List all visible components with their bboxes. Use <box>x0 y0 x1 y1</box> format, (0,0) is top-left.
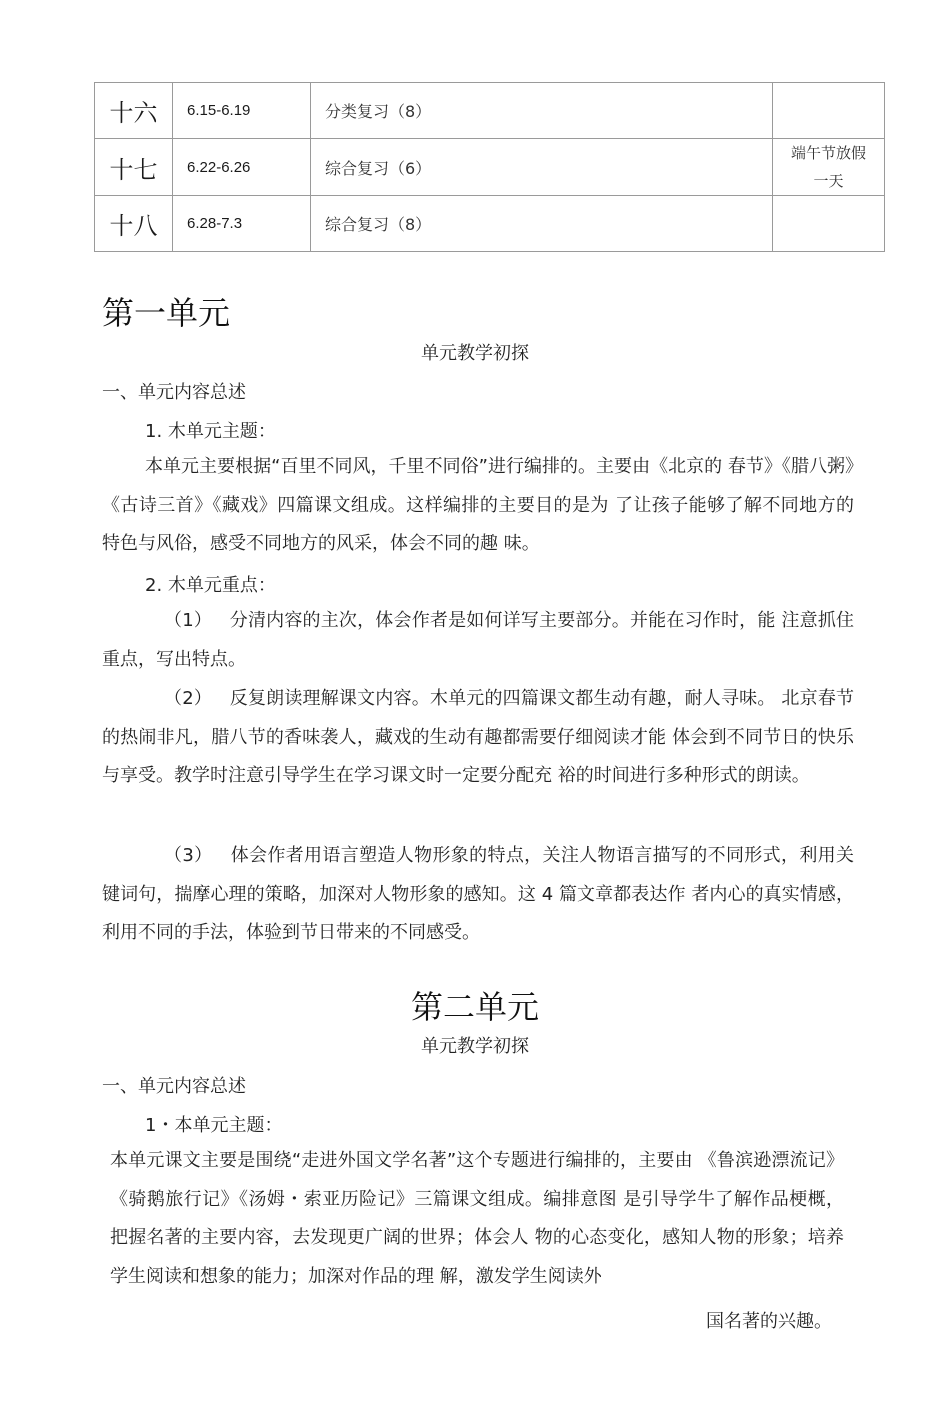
schedule-table <box>94 82 885 252</box>
unit2-section-heading: 一、单元内容总述 <box>102 1076 246 1097</box>
content-cell: 综合复习（8） <box>311 196 773 252</box>
unit2-subtitle: 单元教学初探 <box>421 1036 529 1057</box>
unit2-title: 第二单元 <box>410 988 539 1026</box>
point-text: 分清内容的主次，体会作者是如何详写主要部分。并能在习作时，能 注意抓住重点，写出特点。 <box>102 610 855 670</box>
note-cell <box>773 83 885 139</box>
unit1-point-2 <box>102 680 854 796</box>
week-cell: 十七 <box>95 139 173 196</box>
unit1-focus-heading: 2. 木单元重点： <box>145 575 276 596</box>
table-row <box>95 139 885 196</box>
week-cell: 十六 <box>95 83 173 139</box>
unit1-theme-heading: 1. 木单元主题： <box>145 421 276 442</box>
point-text: 反复朗读理解课文内容。木单元的四篇课文都生动有趣，耐人寻味。 北京春节的热闹非凡，腊八节的香味袭人，藏戏的生动有趣都需要仔细阅读才能 体会到不同节日的快乐与享受。教学时注意引导学生在学习课文时一定要分配充 裕的时间进行多种形式的朗读。 <box>102 688 855 786</box>
point-text: 体会作者用语言塑造人物形象的特点，关注人物语言描写的不同形式，利用关键词句，揣摩心理的策略，加深对人物形象的感知。这 4 篇文章都表达作 者内心的真实情感，利用不同的手法，体验到节日带来的不同感受。 <box>102 845 855 943</box>
unit1-point-1 <box>102 602 854 679</box>
date-cell: 6.22-6.26 <box>173 139 311 196</box>
unit1-point-3 <box>102 837 854 953</box>
unit1-subtitle: 单元教学初探 <box>421 343 529 364</box>
content-cell: 综合复习（6） <box>311 139 773 196</box>
unit2-theme-heading: 1・本单元主题： <box>145 1115 283 1136</box>
note-cell <box>773 139 885 196</box>
note-cell <box>773 196 885 252</box>
date-cell: 6.28-7.3 <box>173 196 311 252</box>
unit1-theme-text: 本单元主要根据“百里不同风，千里不同俗”进行编排的。主要由《北京的 春节》《腊八粥》《古诗三首》《藏戏》四篇课文组成。这样编排的主要目的是为 了让孩子能够了解不同地方的特色与风俗，感受不同地方的风采，体会不同的趣 味。 <box>102 456 854 554</box>
table-row <box>95 83 885 139</box>
unit1-section-heading: 一、单元内容总述 <box>102 382 246 403</box>
point-number: （3） <box>164 845 213 866</box>
table-row <box>95 196 885 252</box>
point-number: （1） <box>164 610 213 631</box>
date-cell: 6.15-6.19 <box>173 83 311 139</box>
unit1-title: 第一单元 <box>102 294 231 332</box>
week-cell: 十八 <box>95 196 173 252</box>
note-text: 端午节放假一天 <box>790 144 866 190</box>
unit2-theme-tail: 国名著的兴趣。 <box>706 1311 832 1332</box>
point-number: （2） <box>164 688 213 709</box>
unit2-theme-text: 本单元课文主要是围绕“走进外国文学名著”这个专题进行编排的，主要由 《鲁滨逊漂流记》《骑鹅旅行记》《汤姆・索亚历险记》三篇课文组成。编排意图 是引导学牛了解作品梗概，把握名著的主要内容，去发现更广阔的世界；体会人 物的心态变化，感知人物的形象；培养学生阅读和想象的能力；加深对作品的理 解，激发学生阅读外 <box>110 1150 844 1287</box>
content-cell: 分类复习（8） <box>311 83 773 139</box>
